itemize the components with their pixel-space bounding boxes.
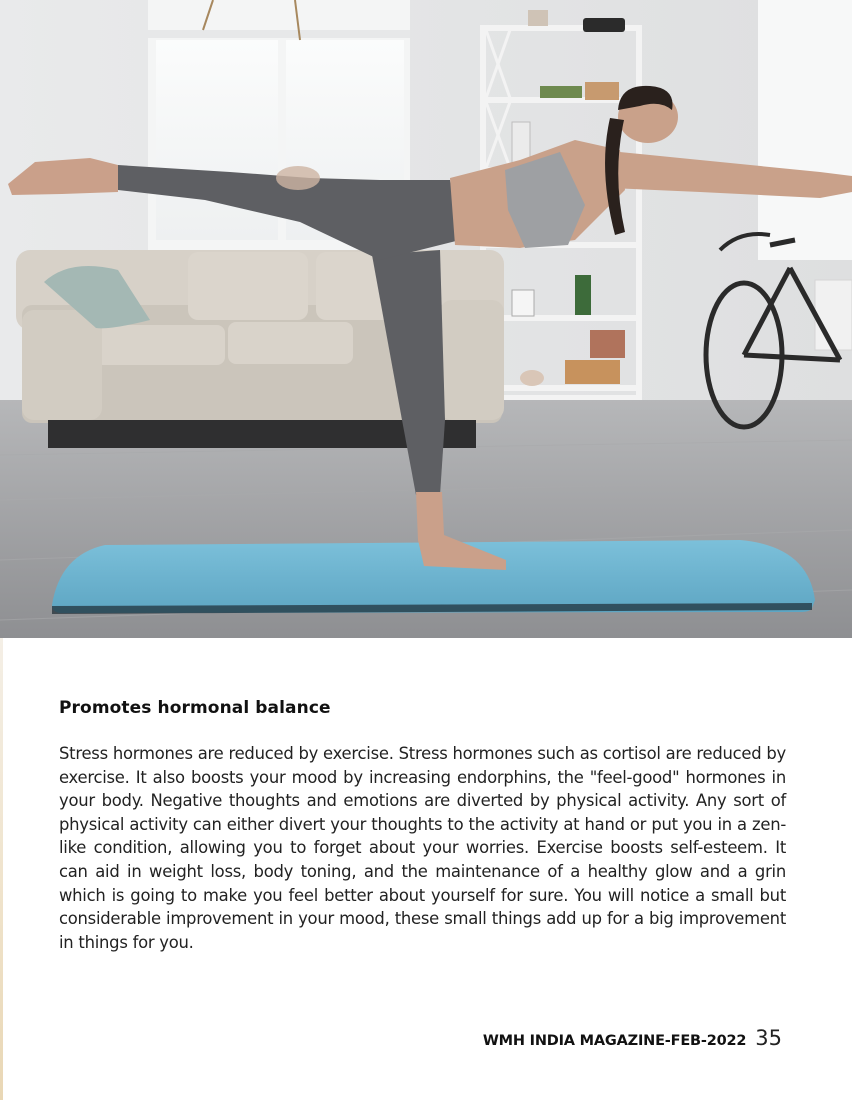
right-window [758,0,852,260]
page-footer [400,1026,782,1056]
article-heading: Promotes hormonal balance [59,698,331,718]
page-edge-decoration [0,638,3,1100]
article-body: Stress hormones are reduced by exercise. Stress hormones such as cortisol are reduced by exercise. It also boosts your mood by increasing endorphins, the "feel-good" hormones in your body. Negative thoughts and emotions are diverted by physical activity. Any sort of physical activity can either divert your thoughts to the activity at hand or put you in a zen-like condition, allowing you to forget about your worries. Exercise boosts self-esteem. It can aid in weight loss, body toning, and the maintenance of a healthy glow and a grin which is going to make you feel better about yourself for sure. You will notice a small but considerable improvement in your mood, these small things add up for a big improvement in things for you. [59,744,786,952]
page-number: 35 [755,1026,782,1050]
radiator [815,280,852,350]
magazine-issue-label: WMH INDIA MAGAZINE-FEB-2022 [482,1033,747,1049]
